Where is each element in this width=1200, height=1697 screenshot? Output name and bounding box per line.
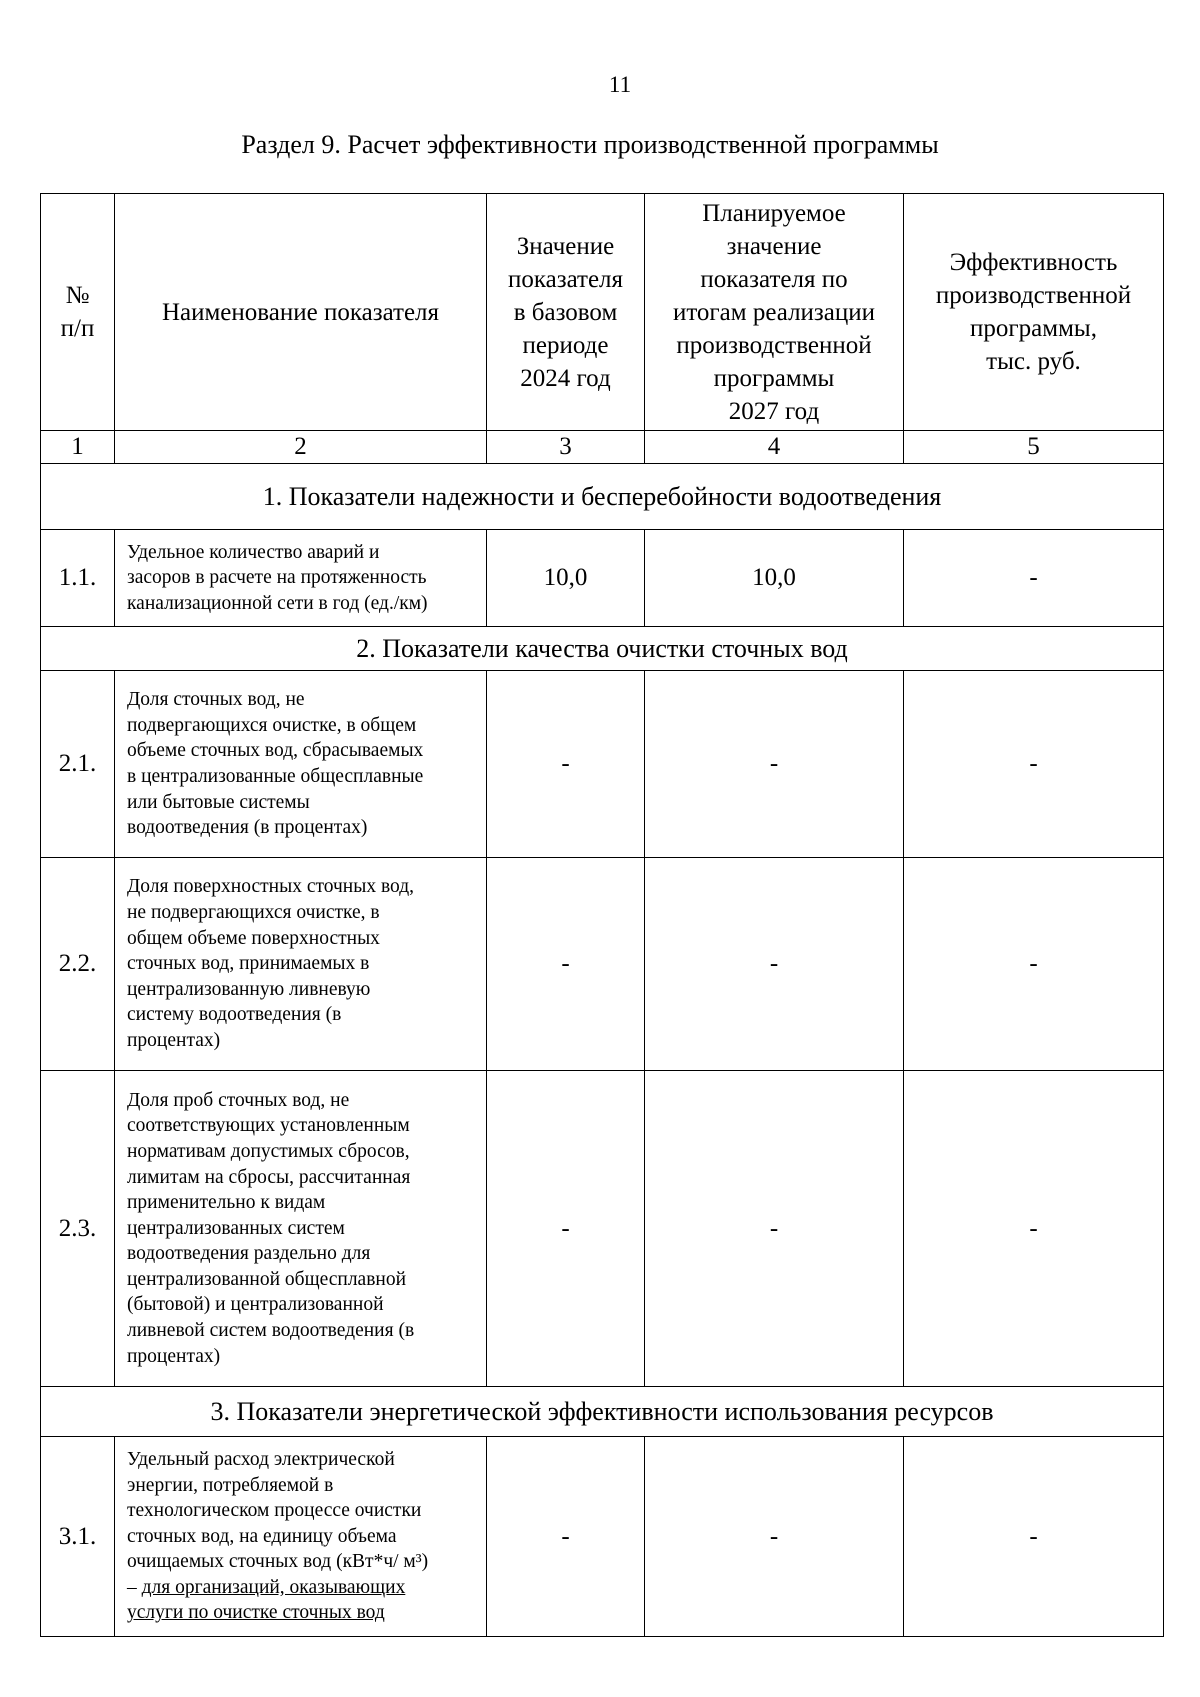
planned-value: -	[645, 858, 904, 1071]
base-value: -	[487, 858, 645, 1071]
header-row	[41, 194, 1164, 431]
indicator-name-underlined: для организаций, оказывающих услуги по очистке сточных вод	[127, 1576, 406, 1624]
row-number: 2.3.	[41, 1071, 115, 1387]
base-value: -	[487, 671, 645, 858]
section-heading-row	[41, 464, 1164, 530]
header-indicator-name: Наименование показателя	[115, 194, 487, 431]
header-number: № п/п	[41, 194, 115, 431]
table-row	[41, 671, 1164, 858]
column-number: 1	[41, 431, 115, 464]
section-heading: 1. Показатели надежности и бесперебойности водоотведения	[41, 464, 1164, 530]
table-row	[41, 1071, 1164, 1387]
indicator-name: Доля поверхностных сточных вод, не подвергающихся очистке, в общем объеме поверхностных сточных вод, принимаемых в централизованную ливневую систему водоотведения (в процентах)	[115, 858, 487, 1071]
row-number: 2.2.	[41, 858, 115, 1071]
row-number: 3.1.	[41, 1437, 115, 1637]
row-number: 2.1.	[41, 671, 115, 858]
section-title: Раздел 9. Расчет эффективности производственной программы	[241, 130, 939, 159]
column-number: 3	[487, 431, 645, 464]
table-row	[41, 530, 1164, 627]
efficiency-table	[40, 193, 1164, 1637]
base-value: -	[487, 1437, 645, 1637]
row-number: 1.1.	[41, 530, 115, 627]
section-heading: 2. Показатели качества очистки сточных вод	[41, 627, 1164, 671]
indicator-name: Удельный расход электрической энергии, потребляемой в технологическом процессе очистки сточных вод, на единицу объема очищаемых сточных вод (кВт*ч/ м³) –	[127, 1448, 429, 1598]
base-value: 10,0	[487, 530, 645, 627]
header-planned-value: Планируемое значение показателя по итогам реализации производственной программы 2027 год	[645, 194, 904, 431]
efficiency-value: -	[904, 530, 1164, 627]
efficiency-value: -	[904, 1437, 1164, 1637]
section-heading: 3. Показатели энергетической эффективности использования ресурсов	[41, 1387, 1164, 1437]
column-number: 4	[645, 431, 904, 464]
section-heading-row	[41, 1387, 1164, 1437]
base-value: -	[487, 1071, 645, 1387]
planned-value: -	[645, 1071, 904, 1387]
page-number: 11	[608, 72, 632, 97]
indicator-name: Удельное количество аварий и засоров в расчете на протяженность канализационной сети в год (ед./км)	[115, 530, 487, 627]
efficiency-value: -	[904, 1071, 1164, 1387]
table-row	[41, 1437, 1164, 1637]
efficiency-value: -	[904, 671, 1164, 858]
planned-value: -	[645, 671, 904, 858]
column-number: 2	[115, 431, 487, 464]
column-numbers-row	[41, 431, 1164, 464]
section-heading-row	[41, 627, 1164, 671]
planned-value: 10,0	[645, 530, 904, 627]
efficiency-value: -	[904, 858, 1164, 1071]
indicator-name-cell	[115, 1437, 487, 1637]
table-row	[41, 858, 1164, 1071]
column-number: 5	[904, 431, 1164, 464]
header-efficiency: Эффективность производственной программы, тыс. руб.	[904, 194, 1164, 431]
header-base-value: Значение показателя в базовом периоде 2024 год	[487, 194, 645, 431]
indicator-name: Доля проб сточных вод, не соответствующих установленным нормативам допустимых сбросов, лимитам на сбросы, рассчитанная применительно к видам централизованных систем водоотведения раздельно для централизованной общесплавной (бытовой) и централизованной ливневой систем водоотведения (в процентах)	[115, 1071, 487, 1387]
indicator-name: Доля сточных вод, не подвергающихся очистке, в общем объеме сточных вод, сбрасываемых в централизованные общесплавные или бытовые системы водоотведения (в процентах)	[115, 671, 487, 858]
planned-value: -	[645, 1437, 904, 1637]
